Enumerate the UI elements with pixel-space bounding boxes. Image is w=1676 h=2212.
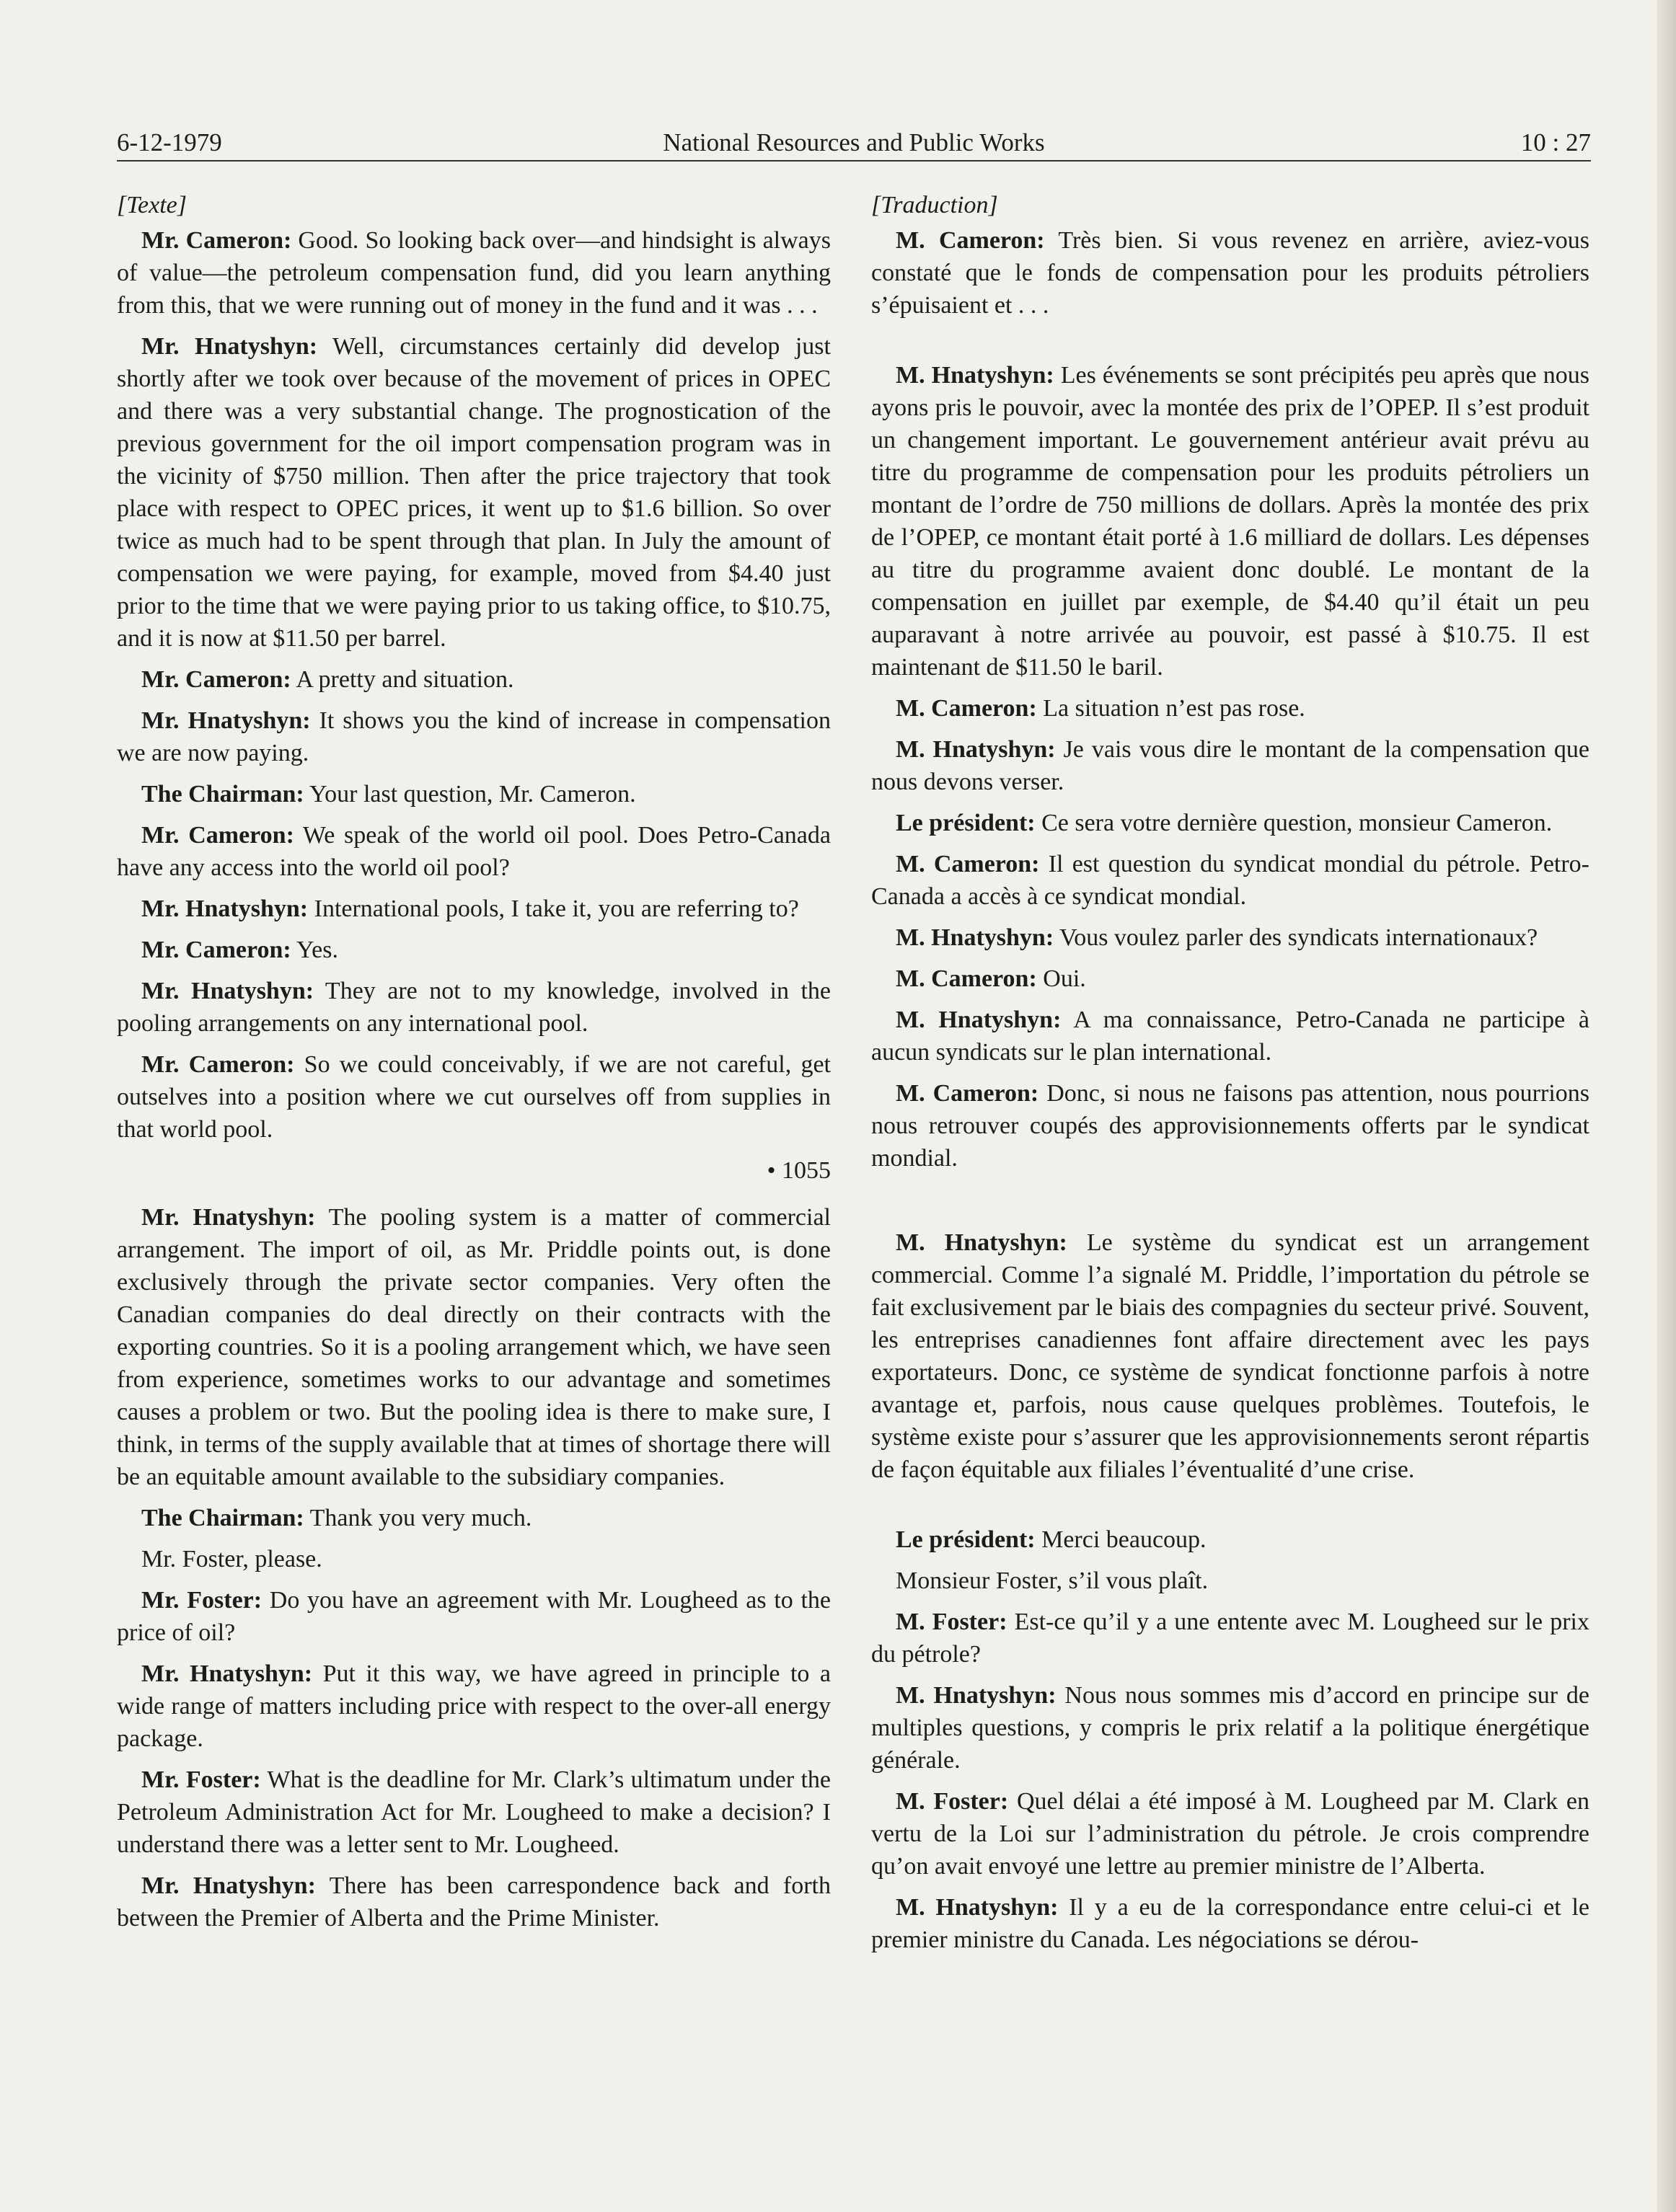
speaker: Mr. Hnatyshyn: bbox=[141, 895, 309, 922]
speech: Thank you very much. bbox=[304, 1505, 532, 1531]
speech: Donc, si nous ne faisons pas attention, nous pourrions nous retrouver coupés des approvisionnements offerts par le syndicat mondial. bbox=[871, 1080, 1590, 1172]
paragraph bbox=[871, 921, 1589, 954]
speech: Il est question du syndicat mondial du pétrole. Petro-Canada a accès à ce syndicat mondial. bbox=[871, 851, 1589, 910]
paragraph bbox=[117, 1048, 831, 1146]
paragraph bbox=[871, 807, 1589, 839]
paragraph bbox=[117, 1658, 831, 1755]
paragraph bbox=[871, 733, 1589, 798]
speech: The pooling system is a matter of commercial arrangement. The import of oil, as Mr. Priddle points out, is done exclusively through the private sector companies. Very often the Canadian companies do deal directly on their contracts with the exporting countries. So it is a pooling arrangement which, we have seen from experience, sometimes works to our advantage and sometimes causes a problem or two. But the pooling idea is there to make sure, I think, in terms of the supply available that at times of shortage there will be an equitable amount available to the subsidiary companies. bbox=[117, 1204, 831, 1490]
speech: Good. So looking back over—and hindsight is always of value—the petroleum compensation fund, did you learn anything from this, that we were running out of money in the fund and it was . . . bbox=[117, 227, 831, 319]
speaker: M. Hnatyshyn: bbox=[896, 736, 1056, 763]
paragraph bbox=[117, 934, 831, 966]
speaker: M. Foster: bbox=[896, 1609, 1007, 1635]
speech: International pools, I take it, you are referring to? bbox=[308, 895, 799, 922]
speaker: Mr. Cameron: bbox=[141, 822, 294, 849]
speaker: The Chairman: bbox=[141, 1505, 304, 1531]
paragraph bbox=[871, 1523, 1589, 1556]
paragraph bbox=[117, 975, 831, 1040]
speech: Merci beaucoup. bbox=[1035, 1526, 1207, 1553]
speaker: M. Cameron: bbox=[896, 1080, 1039, 1107]
speech: Mr. Foster, please. bbox=[141, 1546, 322, 1572]
speaker: M. Hnatyshyn: bbox=[896, 1682, 1057, 1709]
speaker: Mr. Hnatyshyn: bbox=[141, 978, 314, 1004]
paragraph bbox=[871, 1891, 1589, 1956]
paragraph bbox=[871, 1565, 1589, 1597]
speech: Est-ce qu’il y a une entente avec M. Lougheed sur le prix du pétrole? bbox=[871, 1609, 1589, 1668]
speech: Ce sera votre dernière question, monsieur Cameron. bbox=[1035, 810, 1553, 836]
speech: Yes. bbox=[291, 937, 338, 963]
paragraph bbox=[871, 963, 1589, 995]
speaker: M. Hnatyshyn: bbox=[896, 362, 1054, 389]
speaker: The Chairman: bbox=[141, 781, 304, 808]
paragraph bbox=[117, 1584, 831, 1649]
paragraph bbox=[871, 848, 1589, 913]
speaker: M. Cameron: bbox=[896, 695, 1037, 722]
paragraph bbox=[871, 1226, 1589, 1486]
paragraph bbox=[117, 704, 831, 769]
speaker: Mr. Hnatyshyn: bbox=[141, 1660, 313, 1687]
speaker: Mr. Cameron: bbox=[141, 666, 291, 693]
speech: Je vais vous dire le montant de la compensation que nous devons verser. bbox=[871, 736, 1589, 795]
speech: Well, circumstances certainly did develop just shortly after we took over because of the movement of prices in OPEC and there was a very substantial change. The prognostication of the previous government for the oil import compensation program was in the vicinity of $750 million. Then after the price trajectory that took place with respect to OPEC prices, it went up to $1.6 billion. So over twice as much had to be spent through that plan. In July the amount of compensation we were paying, for example, moved from $4.40 just prior to the time that we were paying prior to us taking office, to $10.75, and it is now at $11.50 per barrel. bbox=[117, 333, 831, 652]
paragraph bbox=[871, 359, 1589, 683]
speaker: M. Cameron: bbox=[896, 851, 1040, 877]
speech: We speak of the world oil pool. Does Petro-Canada have any access into the world oil pool? bbox=[117, 822, 831, 881]
paragraph bbox=[117, 1764, 831, 1861]
speaker: Le président: bbox=[896, 1526, 1036, 1553]
speaker: M. Cameron: bbox=[896, 227, 1045, 254]
speaker: Mr. Foster: bbox=[141, 1766, 261, 1793]
speaker: Le président: bbox=[896, 810, 1036, 836]
paragraph bbox=[871, 1077, 1589, 1174]
speaker: Mr. Hnatyshyn: bbox=[141, 333, 318, 360]
page-edge bbox=[1657, 0, 1676, 2212]
speech: Il y a eu de la correspondance entre celui-ci et le premier ministre du Canada. Les négociations se dérou- bbox=[871, 1894, 1589, 1953]
paragraph bbox=[871, 1785, 1589, 1883]
paragraph bbox=[117, 663, 831, 696]
paragraph bbox=[117, 1870, 831, 1934]
speech: Quel délai a été imposé à M. Lougheed par M. Clark en vertu de la Loi sur l’administration du pétrole. Je crois comprendre qu’on avait envoyé une lettre au premier ministre de l’Alberta. bbox=[871, 1788, 1589, 1880]
column-label: [Texte] bbox=[117, 192, 187, 218]
header-page-number: 10 : 27 bbox=[1520, 128, 1591, 156]
paragraph bbox=[117, 1201, 831, 1493]
speaker: Mr. Cameron: bbox=[141, 1051, 295, 1078]
speaker: Mr. Hnatyshyn: bbox=[141, 1204, 316, 1231]
time-marker: • 1055 bbox=[767, 1157, 831, 1184]
speaker: Mr. Cameron: bbox=[141, 937, 291, 963]
speech: Vous voulez parler des syndicats internationaux? bbox=[1054, 924, 1538, 951]
speech: What is the deadline for Mr. Clark’s ultimatum under the Petroleum Administration Act for Mr. Lougheed to make a decision? I understand there was a letter sent to Mr. Lougheed. bbox=[117, 1766, 831, 1858]
spacer bbox=[871, 1495, 1589, 1523]
french-column bbox=[871, 189, 1589, 1965]
speaker: M. Hnatyshyn: bbox=[896, 1229, 1067, 1256]
speech: Monsieur Foster, s’il vous plaît. bbox=[896, 1567, 1209, 1594]
speaker: M. Hnatyshyn: bbox=[896, 1007, 1062, 1033]
speech: Put it this way, we have agreed in principle to a wide range of matters including price with respect to the over-all energy package. bbox=[117, 1660, 831, 1752]
speaker: M. Cameron: bbox=[896, 965, 1037, 992]
speech: Les événements se sont précipités peu après que nous ayons pris le pouvoir, avec la montée des prix de l’OPEP. Il s’est produit un changement important. Le gouvernement antérieur avait prévu au titre du programme de compensation pour les produits pétroliers un montant de l’ordre de 750 millions de dollars. Après la montée des prix de l’OPEP, ce montant était porté à 1.6 milliard de dollars. Les dépenses au titre du programme avaient donc doublé. Le montant de la compensation en juillet par exemple, de $4.40 qu’il était un peu auparavant à notre arrivée au pouvoir, est passé à $10.75. Il est maintenant de $11.50 le baril. bbox=[871, 362, 1589, 681]
speech: Do you have an agreement with Mr. Lougheed as to the price of oil? bbox=[117, 1587, 831, 1646]
speaker: Mr. Hnatyshyn: bbox=[141, 707, 311, 734]
column-label: [Traduction] bbox=[871, 192, 998, 218]
paragraph bbox=[117, 330, 831, 655]
paragraph bbox=[117, 893, 831, 925]
paragraph bbox=[871, 692, 1589, 725]
speech: They are not to my knowledge, involved in the pooling arrangements on any international pool. bbox=[117, 978, 831, 1037]
speech: Your last question, Mr. Cameron. bbox=[304, 781, 636, 808]
speech: A pretty and situation. bbox=[291, 666, 514, 693]
paragraph bbox=[117, 1543, 831, 1575]
spacer bbox=[871, 330, 1589, 359]
paragraph bbox=[871, 1606, 1589, 1671]
speech: Très bien. Si vous revenez en arrière, aviez-vous constaté que le fonds de compensation pour les produits pétroliers s’épuisaient et . . . bbox=[871, 227, 1590, 319]
paragraph bbox=[871, 224, 1589, 322]
speech: Le système du syndicat est un arrangement commercial. Comme l’a signalé M. Priddle, l’importation du pétrole se fait exclusivement par le biais des compagnies du secteur privé. Souvent, les entreprises canadiennes font affaire directement avec les pays exportateurs. Donc, ce système de syndicat fonctionne parfois à notre avantage et, parfois, nous cause quelques problèmes. Toutefois, le système existe pour s’assurer que les approvisionnements seront répartis de façon équitable aux filiales l’éventualité d’une crise. bbox=[871, 1229, 1589, 1483]
paragraph bbox=[117, 778, 831, 810]
paragraph bbox=[871, 1004, 1589, 1069]
speech: It shows you the kind of increase in compensation we are now paying. bbox=[117, 707, 831, 766]
paragraph bbox=[117, 819, 831, 884]
english-column bbox=[117, 189, 831, 1943]
paragraph bbox=[117, 224, 831, 322]
speech: There has been carrespondence back and forth between the Premier of Alberta and the Prime Minister. bbox=[117, 1872, 831, 1932]
spacer bbox=[871, 1183, 1589, 1226]
speech: Nous nous sommes mis d’accord en principe sur de multiples questions, y compris le prix relatif a la politique énergétique générale. bbox=[871, 1682, 1589, 1774]
speech: Oui. bbox=[1036, 965, 1086, 992]
speaker: M. Foster: bbox=[896, 1788, 1009, 1815]
speech: So we could conceivably, if we are not careful, get outselves into a position where we cut ourselves off from supplies in that world pool. bbox=[117, 1051, 831, 1143]
page-header bbox=[117, 117, 1591, 162]
speaker: M. Hnatyshyn: bbox=[896, 924, 1054, 951]
speaker: Mr. Hnatyshyn: bbox=[141, 1872, 316, 1899]
paragraph bbox=[117, 1502, 831, 1534]
speech: A ma connaissance, Petro-Canada ne participe à aucun syndicats sur le plan international. bbox=[871, 1007, 1589, 1066]
header-title: National Resources and Public Works bbox=[663, 128, 1045, 156]
speech: La situation n’est pas rose. bbox=[1036, 695, 1305, 722]
speaker: M. Hnatyshyn: bbox=[896, 1894, 1059, 1921]
header-date: 6-12-1979 bbox=[117, 128, 222, 156]
paragraph bbox=[871, 1679, 1589, 1777]
speaker: Mr. Cameron: bbox=[141, 227, 292, 254]
speaker: Mr. Foster: bbox=[141, 1587, 263, 1614]
